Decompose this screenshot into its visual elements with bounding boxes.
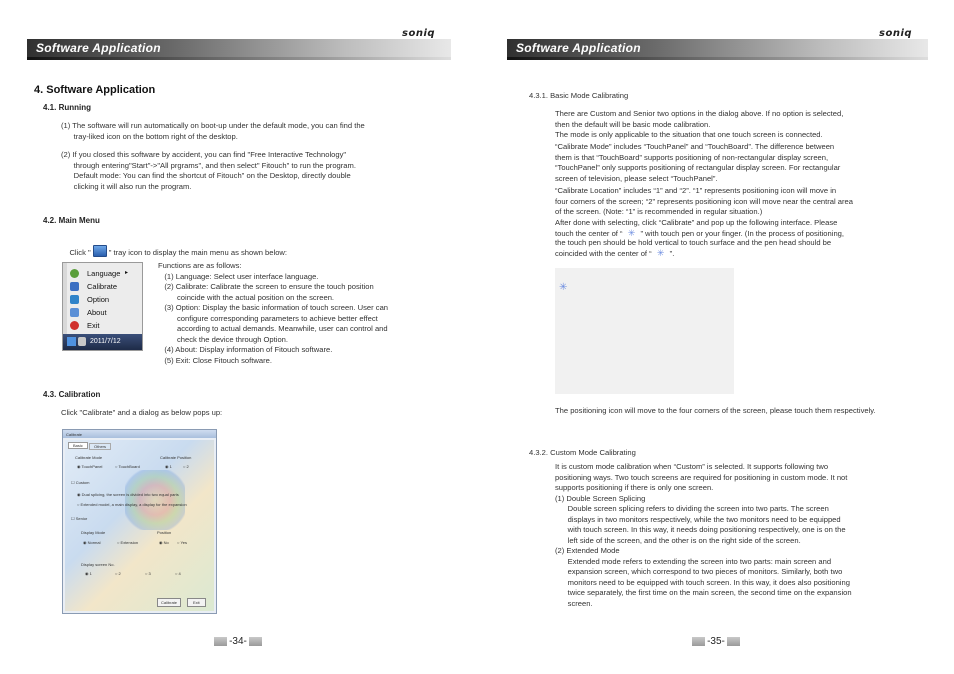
radio-yes[interactable]: ○ Yes	[177, 540, 187, 545]
tray-date: 2011/7/12	[90, 338, 121, 345]
chevron-right-icon: ▸	[125, 270, 129, 276]
basic-p2: “Calibrate Mode” includes “TouchPanel” and “TouchBoard”. The difference between them is that “TouchBoard” supports positioning of non-rectangular display screen, “TouchPanel” only supports positioning of rectangular display screen. For rectangular screen of television, please select “TouchPanel”.	[555, 142, 841, 183]
globe-icon	[70, 269, 79, 278]
dialog-titlebar: Calibrate	[63, 430, 216, 438]
basic-p6: coincided with the center of “ ✳ ”.	[555, 248, 675, 258]
running-heading: 4.1. Running	[43, 103, 91, 112]
radio-screen-4[interactable]: ○ 4	[175, 571, 181, 576]
running-p2: (2) If you closed this software by accident, you can find "Free Interactive Technology" through entering"Start"->"All prgrams", and then select" Fitouch" to run the program. Default mode: You can find the shortcut of Fitouch" on the Desktop, directly double clicking it will also run the program.	[61, 150, 356, 191]
main-menu-heading: 4.2. Main Menu	[43, 216, 100, 225]
dialog-body	[65, 440, 214, 611]
crosshair-icon: ✳	[656, 248, 665, 258]
calibration-screen-image	[555, 268, 734, 394]
header-title: Software Application	[516, 41, 641, 55]
windows-logo-watermark	[125, 470, 185, 530]
basic-p5: the touch pen should be hold vertical to touch surface and the pen head should be	[555, 238, 832, 247]
calibrate-mode-label: Calibrate Mode	[75, 455, 103, 460]
radio-touchboard[interactable]: ○ TouchBoard	[115, 464, 140, 469]
functions-list: Functions are as follows: (1) Language: Select user interface language. (2) Calibrate: Calibrate the screen to ensure the touch position coincide with the actual position on the screen. (3) Option: Display the basic information of touch screen. User can configure corresponding parameters to achieve better effect according to actual demands. Meanwhile, user can control and check the device through Option. (4) About: Display information of Fitouch software. (5) Exit: Close Fitouch software.	[158, 261, 389, 365]
display-mode-label: Display Mode	[81, 530, 106, 535]
display-screen-no-label: Display screen No.	[81, 562, 115, 567]
brand-logo: soniq	[402, 28, 436, 39]
tab-others[interactable]: Others	[89, 443, 111, 450]
tab-basic[interactable]: Basic	[68, 442, 88, 449]
radio-no[interactable]: ◉ No	[159, 540, 169, 545]
click-before: Click "	[69, 247, 91, 257]
custom-option-extended[interactable]: ○ Extended model, a main display, a display for the expansion	[77, 502, 187, 507]
custom-checkbox[interactable]: ☐ Custom	[71, 480, 90, 485]
basic-p3: “Calibrate Location” includes “1” and “2”. “1” represents positioning icon will move in four corners of the screen; “2” represents positioning icon will move near the central area of the screen. (Note: “1” is recommended in regular situation.) After done with selecting, click “Calibrate” and pop up the following interface. Please	[555, 186, 853, 227]
exit-button[interactable]: Exit	[187, 598, 206, 607]
calibrate-icon	[70, 282, 79, 291]
taskbar	[63, 334, 142, 350]
calibrate-button[interactable]: Calibrate	[157, 598, 181, 607]
menu-item-about[interactable]: About	[70, 307, 143, 319]
header-title: Software Application	[36, 41, 161, 55]
tray-menu-screenshot	[62, 262, 143, 351]
senior-checkbox[interactable]: ☐ Senior	[71, 516, 88, 521]
click-after: " tray icon to display the main menu as shown below:	[108, 247, 288, 257]
menu-item-exit[interactable]: Exit	[70, 320, 143, 332]
running-p1: (1) The software will run automatically on boot-up under the default mode, you can find the tray-liked icon on the bottom right of the desktop.	[61, 121, 365, 141]
calibrate-position-label: Calibrate Position	[160, 455, 192, 460]
close-icon	[70, 321, 79, 330]
custom-option-dual[interactable]: ◉ Dual splicing, the screen is divided into two equal parts	[77, 492, 179, 497]
menu-item-language[interactable]: Language ▸	[70, 268, 143, 280]
calibration-heading: 4.3. Calibration	[43, 390, 101, 399]
header-bar	[27, 39, 451, 57]
radio-screen-2[interactable]: ○ 2	[115, 571, 121, 576]
radio-position-2[interactable]: ○ 2	[183, 464, 189, 469]
custom-text: It is custom mode calibration when “Custom” is selected. It supports following two positioning ways. Two touch screens are required for positioning in custom mode. It not supports positioning if there is only one screen. (1) Double Screen Splicing Double screen splicing refers to dividing the screen into two parts. The screen displays in two monitors respectively, while the two monitors need to be equipped with touch screen. In this way, it needs doing positioning respectively, one is on the left side of the screen, and the other is on the right side of the screen. (2) Extended Mode Extended mode refers to extending the screen into two parts: main screen and expansion screen, which correspond to two pieces of monitors. Similarly, both two monitors need to be equipped with touch screen. In this way, it does also positioning twice separately, the first time on the main screen, the second time on the expansion screen.	[555, 462, 852, 608]
page-number-right: -35-	[692, 636, 740, 647]
radio-extension[interactable]: ○ Extension	[117, 540, 139, 545]
info-icon	[70, 308, 79, 317]
calibration-text: Click "Calibrate" and a dialog as below pops up:	[61, 408, 223, 417]
speaker-icon	[78, 337, 86, 346]
radio-position-1[interactable]: ◉ 1	[165, 464, 172, 469]
tray-icon	[93, 245, 107, 257]
brand-logo: soniq	[879, 28, 913, 39]
basic-heading: 4.3.1. Basic Mode Calibrating	[529, 91, 629, 100]
basic-caption: The positioning icon will move to the four corners of the screen, please touch them respectively.	[555, 406, 876, 415]
crosshair-icon: ✳	[559, 282, 568, 293]
crosshair-icon: ✳	[627, 228, 636, 238]
basic-p1: There are Custom and Senior two options in the dialog above. If no option is selected, then the default will be basic mode calibration. The mode is only applicable to the situation that one touch screen is connected.	[555, 109, 844, 139]
radio-normal[interactable]: ◉ Normal	[83, 540, 101, 545]
calibrate-dialog-screenshot	[62, 429, 217, 614]
page-number-left: -34-	[214, 636, 262, 647]
tray-icon	[67, 337, 76, 346]
page-right	[477, 0, 954, 674]
position-label: Position	[157, 530, 172, 535]
menu-item-calibrate[interactable]: Calibrate	[70, 281, 143, 293]
header-bar	[507, 39, 928, 57]
menu-item-option[interactable]: Option	[70, 294, 143, 306]
radio-screen-3[interactable]: ○ 3	[145, 571, 151, 576]
radio-touchpanel[interactable]: ◉ TouchPanel	[77, 464, 103, 469]
basic-p4: touch the center of “ ✳ ” with touch pen or your finger. (In the process of positioning,	[555, 228, 845, 238]
custom-heading: 4.3.2. Custom Mode Calibrating	[529, 448, 636, 457]
radio-screen-1[interactable]: ◉ 1	[85, 571, 92, 576]
section-title: 4. Software Application	[34, 84, 156, 96]
option-icon	[70, 295, 79, 304]
